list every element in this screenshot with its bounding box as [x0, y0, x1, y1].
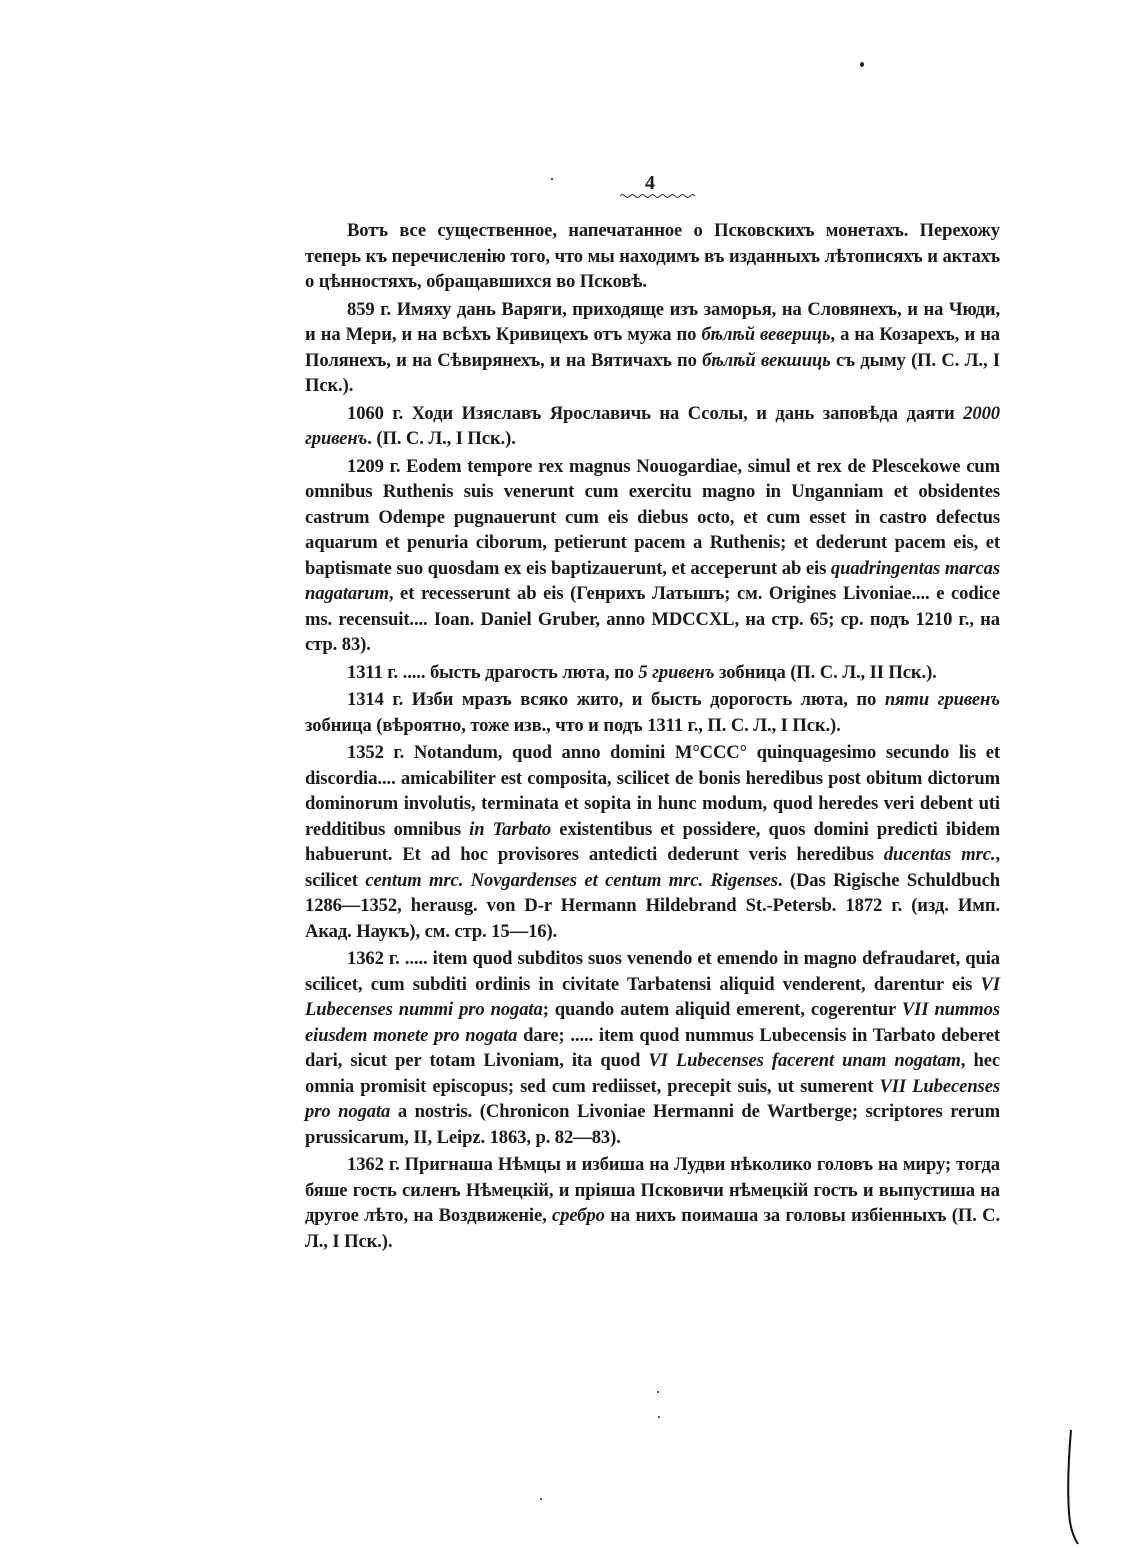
- italic-phrase: 5 гривенъ: [638, 661, 715, 683]
- text-run: existentibus et possidere, quos domini predicti ibidem habuerunt. Et ad hoc provisores antedicti dederunt veris heredibus: [305, 818, 1000, 865]
- italic-phrase: centum mrc. Novgardenses et centum mrc. Rigenses: [365, 869, 778, 891]
- text-run: на нихъ поимаша за головы избіенныхъ (П. С. Л., I Пск.).: [305, 1205, 1000, 1252]
- text-run: ; quando autem aliquid emerent, cogerentur: [542, 999, 902, 1020]
- text-run: 859 г. Имяху дань Варяги, приходяще изъ заморья, на Словянехъ, и на Чюди, и на Мери, и на всѣхъ Кривицехъ отъ мужа по: [305, 298, 1000, 345]
- italic-phrase: пяти гривенъ: [884, 689, 1000, 710]
- text-run: . (П. С. Л., I Пск.).: [367, 428, 516, 449]
- print-speck: [657, 1391, 659, 1393]
- text-run: a nostris. (Chronicon Livoniae Hermanni de Wartberge; scriptores rerum prussicarum, II, Leipz. 1863, p. 82—83).: [305, 1101, 1000, 1148]
- text-run: 1352 г. Notandum, quod anno domini M°CCC° quinquagesimo secundo lis et discordia.... amicabiliter est composita, scilicet de bonis heredibus post obitum dictorum dominorum involutis, terminata et sopita in hunc modum, quod heredes veri debent uti redditibus omnibus: [305, 742, 1000, 840]
- text-run: 1362 г. ..... item quod subditos suos venendo et emendo in magno defraudaret, quia scilicet, cum subditi ordinis in civitate Tarbatensi aliquid venderent, darentur eis: [305, 948, 1000, 995]
- text-run: Вотъ все существенное, напечатанное о Псковскихъ монетахъ. Перехожу теперь къ перечисленію того, что мы находимъ въ изданныхъ лѣтописяхъ и актахъ о цѣнностяхъ, обращавшихся во Псковѣ.: [305, 220, 1000, 292]
- paragraph-year-1314: [305, 687, 1000, 738]
- italic-phrase: in Tarbato: [469, 818, 552, 840]
- text-run: 1209 г. Eodem tempore rex magnus Nouogardiae, simul et rex de Plescekowe cum omnibus Ruthenis suis venerunt cum exercitu magno in Unganniam et obsidentes castrum Odempe pugnauerunt cum eis diebus octo, et cum esset in castro defectus aquarum et penuria ciborum, petierunt pacem a Ruthenis; et dederunt pacem eis, et baptismate suo quosdam ex eis baptizauerunt, et acceperunt ab eis: [305, 455, 1000, 579]
- paragraph-intro: [305, 218, 1000, 295]
- paragraph-year-1352: [305, 740, 1000, 944]
- italic-phrase: бѣлѣй векшиць: [702, 349, 831, 371]
- text-run: зобница (вѣроятно, тоже изв., что и подъ 1311 г., П. С. Л., I Пск.).: [305, 714, 841, 736]
- print-speck: [551, 178, 553, 180]
- text-run: . (Das Rigische Schuldbuch 1286—1352, herausg. von D-r Hermann Hildebrand St.-Petersb. 1872 г. (изд. Имп. Акад. Наукъ), см. стр. 15—16).: [305, 869, 1000, 942]
- italic-phrase: ducentas mrc.: [883, 844, 996, 865]
- paragraph-year-1209: [305, 454, 1000, 658]
- text-run: , scilicet: [305, 844, 1001, 891]
- text-run: dare; ..... item quod nummus Lubecensis in Tarbato deberet dari, sicut per totam Livoniam, ita quod: [305, 1024, 1000, 1071]
- print-speck: [860, 62, 864, 67]
- text-run: 1311 г. ..... бысть драгость люта, по: [347, 661, 639, 683]
- document-body: [305, 218, 1000, 1256]
- italic-phrase: VI Lubecenses nummi pro nogata: [305, 973, 1000, 1020]
- print-speck: [540, 1498, 542, 1500]
- paragraph-year-1060: [305, 401, 1000, 452]
- italic-phrase: сребро: [552, 1205, 605, 1226]
- italic-phrase: бѣлѣй вевериць: [701, 324, 831, 345]
- text-run: 1362 г. Пригнаша Нѣмцы и избиша на Лудви нѣколико головъ на миру; тогда бяше гость силенъ Нѣмецкій, и пріяша Псковичи нѣмецкій гость и выпустиша на другое лѣто, на Воздвиженіе,: [305, 1154, 1000, 1226]
- margin-binding-mark: [1062, 1428, 1080, 1546]
- italic-phrase: quadringentas marcas nagatarum: [305, 557, 1001, 604]
- italic-phrase: VII Lubecenses pro nogata: [305, 1075, 1000, 1122]
- paragraph-year-1311: [305, 660, 1000, 686]
- italic-phrase: 2000 гривенъ: [305, 402, 1000, 449]
- page-number-wavy-rule: [620, 193, 696, 199]
- text-run: съ дыму (П. С. Л., I Пск.).: [305, 349, 1000, 396]
- page-number: 4: [645, 172, 655, 194]
- paragraph-year-1362-b: [305, 1152, 1000, 1254]
- text-run: , а на Козарехъ, и на Полянехъ, и на Сѣвирянехъ, и на Вятичахъ по: [305, 324, 1001, 371]
- paragraph-year-1362-a: [305, 946, 1000, 1150]
- italic-phrase: VI Lubecenses facerent unam nogatam: [648, 1050, 961, 1071]
- text-run: , hec omnia promisit episcopus; sed cum rediisset, precepit suis, ut sumerent: [305, 1050, 1001, 1097]
- text-run: зобница (П. С. Л., II Пск.).: [714, 661, 937, 683]
- text-run: 1060 г. Ходи Изяславъ Ярославичь на Ссолы, и дань заповѣда даяти: [347, 402, 964, 424]
- paragraph-year-859: [305, 297, 1000, 399]
- print-speck: [658, 1416, 660, 1418]
- text-run: 1314 г. Изби мразъ всяко жито, и бысть дорогость люта, по: [347, 689, 885, 710]
- italic-phrase: VII nummos eiusdem monete pro nogata: [305, 999, 1000, 1046]
- text-run: , et recesserunt ab eis (Генрихъ Латышъ; см. Origines Livoniae.... e codice ms. recensuit.... Ioan. Daniel Gruber, anno MDCCXL, на стр. 65; ср. подъ 1210 г., на стр. 83).: [305, 583, 1000, 655]
